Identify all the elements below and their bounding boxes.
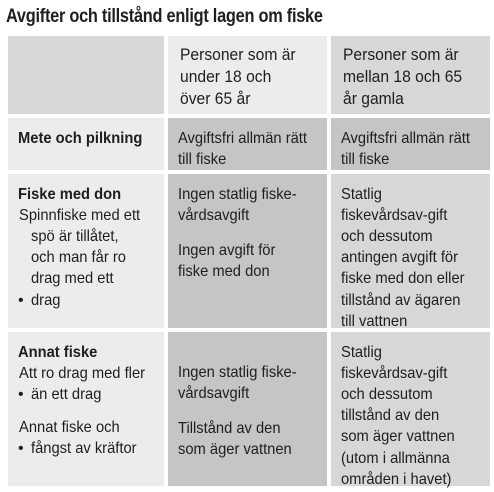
row-label-mete-pilkning: Mete och pilkning <box>6 116 166 172</box>
header-age-under18-over65: Personer som är under 18 och över 65 år <box>166 34 329 116</box>
table-title: Avgifter och tillstånd enligt lagen om fiske <box>6 6 323 27</box>
cell-mete-adult: Avgiftsfri allmän rätt till fiske <box>329 116 492 172</box>
list-item: •Annat fiske och fångst av kräftor <box>18 419 137 458</box>
cell-annat-adult: Statlig fiskevårdsav-gift och dessutom tillstånd av den som äger vattnen (utom i allmänna områden i havet) <box>329 330 492 488</box>
list-item: •Att ro drag med fler än ett drag <box>18 365 146 404</box>
fees-permits-table <box>6 34 492 488</box>
header-age-18-65: Personer som är mellan 18 och 65 år gamla <box>329 34 492 116</box>
cell-don-adult: Statlig fiskevårdsav-gift och dessutom antingen avgift för fiske med don eller tillstånd av ägaren till vattnen <box>329 172 492 330</box>
header-empty-cell <box>6 34 166 116</box>
row-label-annat-fiske: Annat fiske •Att ro drag med fler än ett drag •Annat fiske och fångst av kräftor <box>6 330 166 488</box>
cell-annat-young-old: Ingen statlig fiske-vårdsavgift Tillstånd av den som äger vattnen <box>166 330 329 488</box>
row-label-fiske-med-don: Fiske med don •Spinnfiske med ett spö är tillåtet, och man får ro drag med ett drag <box>6 172 166 330</box>
list-item: •Spinnfiske med ett spö är tillåtet, och man får ro drag med ett drag <box>18 207 141 309</box>
cell-mete-young-old: Avgiftsfri allmän rätt till fiske <box>166 116 329 172</box>
cell-don-young-old: Ingen statlig fiske-vårdsavgift Ingen avgift för fiske med don <box>166 172 329 330</box>
